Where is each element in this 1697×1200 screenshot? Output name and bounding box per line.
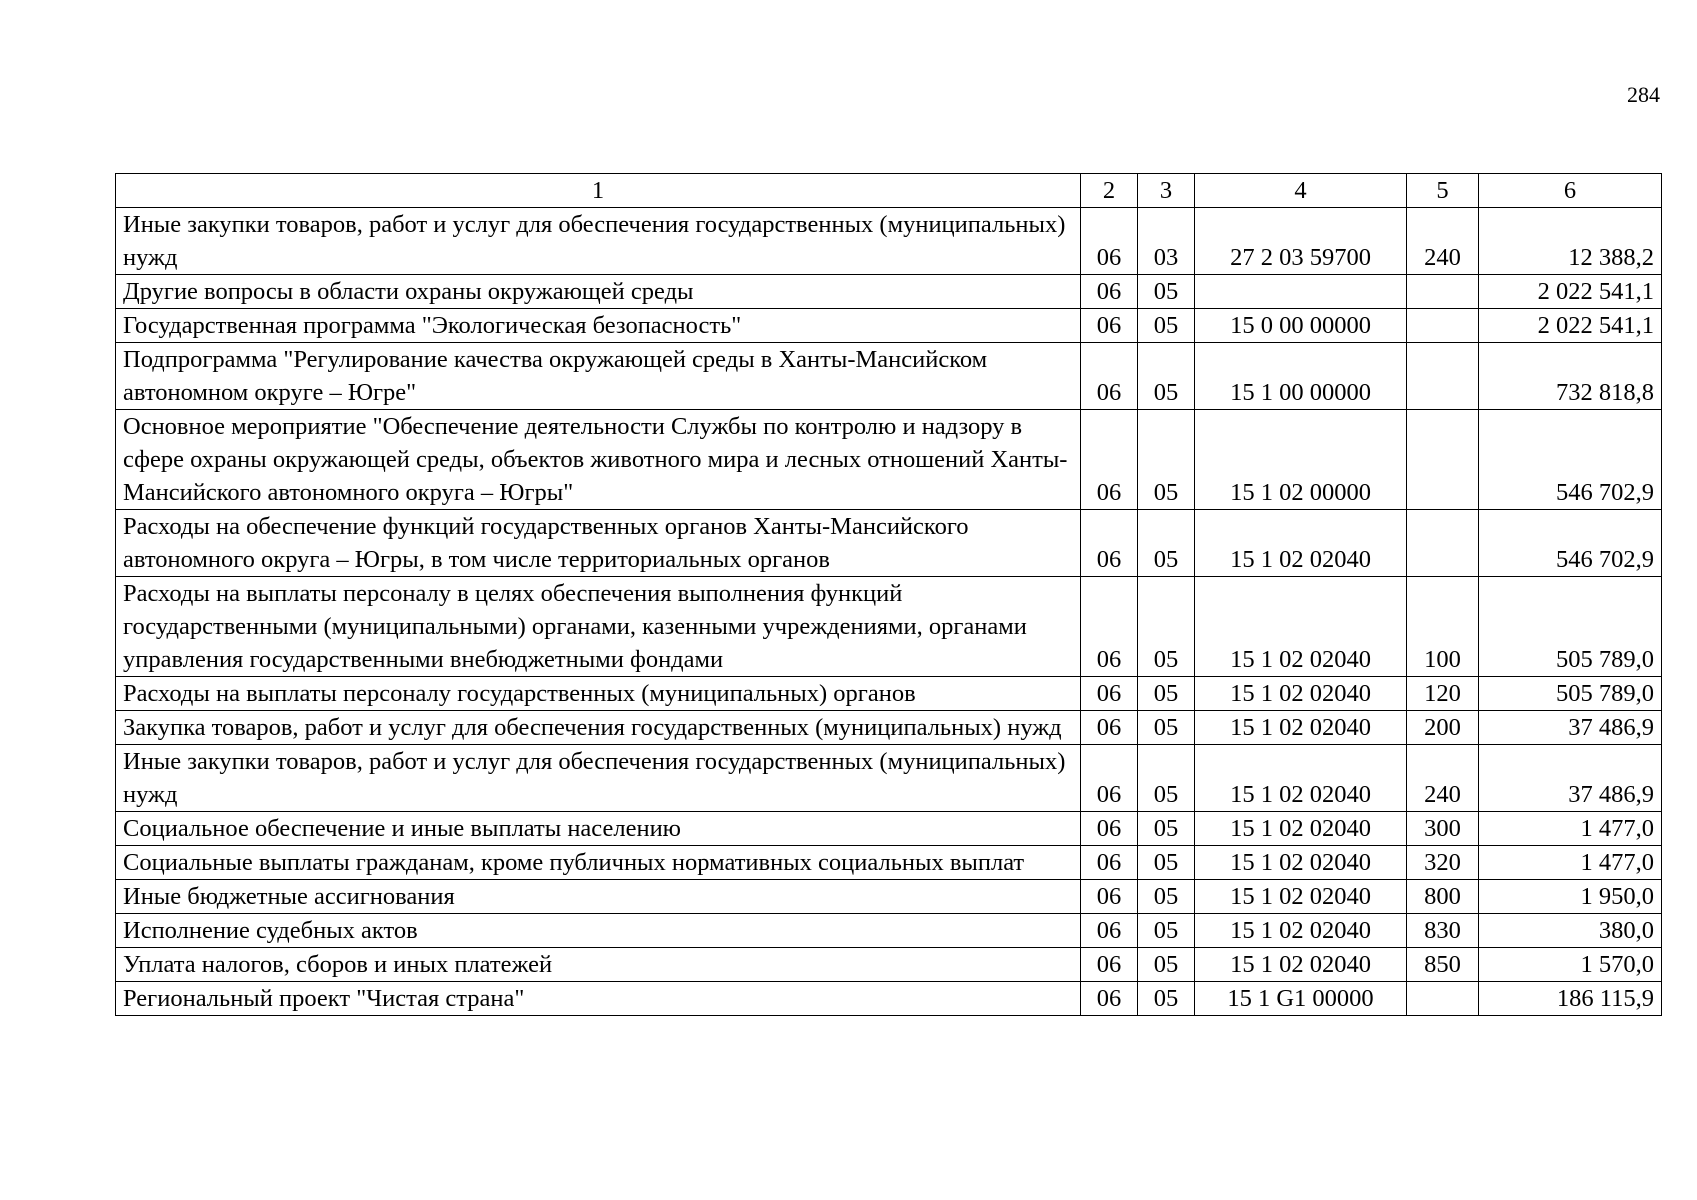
expense-name-cell: Региональный проект "Чистая страна": [116, 982, 1081, 1016]
table-row: [116, 948, 1662, 982]
expense-name-cell: Уплата налогов, сборов и иных платежей: [116, 948, 1081, 982]
expense-name-cell: Подпрограмма "Регулирование качества окружающей среды в Ханты-Мансийском автономном округе – Югре": [116, 343, 1081, 410]
amount-cell: 37 486,9: [1479, 711, 1662, 745]
section-code-cell: 06: [1081, 948, 1138, 982]
expense-type-code-cell: 320: [1407, 846, 1479, 880]
amount-cell: 546 702,9: [1479, 410, 1662, 510]
table-row: [116, 510, 1662, 577]
column-header: 3: [1138, 174, 1195, 208]
subsection-code-cell: 03: [1138, 208, 1195, 275]
subsection-code-cell: 05: [1138, 410, 1195, 510]
subsection-code-cell: 05: [1138, 812, 1195, 846]
target-item-code-cell: [1195, 275, 1407, 309]
expense-name-cell: Государственная программа "Экологическая безопасность": [116, 309, 1081, 343]
target-item-code-cell: 15 1 02 02040: [1195, 812, 1407, 846]
section-code-cell: 06: [1081, 812, 1138, 846]
table-row: [116, 410, 1662, 510]
subsection-code-cell: 05: [1138, 343, 1195, 410]
expense-name-cell: Основное мероприятие "Обеспечение деятельности Службы по контролю и надзору в сфере охраны окружающей среды, объектов животного мира и лесных отношений Ханты-Мансийского автономного округа – Югры": [116, 410, 1081, 510]
target-item-code-cell: 15 1 02 02040: [1195, 846, 1407, 880]
amount-cell: 12 388,2: [1479, 208, 1662, 275]
expense-type-code-cell: 800: [1407, 880, 1479, 914]
amount-cell: 2 022 541,1: [1479, 275, 1662, 309]
target-item-code-cell: 15 0 00 00000: [1195, 309, 1407, 343]
section-code-cell: 06: [1081, 711, 1138, 745]
expense-type-code-cell: [1407, 982, 1479, 1016]
amount-cell: 505 789,0: [1479, 677, 1662, 711]
budget-table: [115, 173, 1662, 1016]
target-item-code-cell: 15 1 00 00000: [1195, 343, 1407, 410]
amount-cell: 505 789,0: [1479, 577, 1662, 677]
expense-type-code-cell: 100: [1407, 577, 1479, 677]
section-code-cell: 06: [1081, 510, 1138, 577]
table-row: [116, 880, 1662, 914]
expense-type-code-cell: [1407, 510, 1479, 577]
column-header: 5: [1407, 174, 1479, 208]
amount-cell: 186 115,9: [1479, 982, 1662, 1016]
table-row: [116, 309, 1662, 343]
expense-name-cell: Расходы на обеспечение функций государственных органов Ханты-Мансийского автономного округа – Югры, в том числе территориальных органов: [116, 510, 1081, 577]
target-item-code-cell: 15 1 02 02040: [1195, 745, 1407, 812]
subsection-code-cell: 05: [1138, 577, 1195, 677]
amount-cell: 2 022 541,1: [1479, 309, 1662, 343]
target-item-code-cell: 15 1 02 02040: [1195, 510, 1407, 577]
expense-type-code-cell: [1407, 410, 1479, 510]
section-code-cell: 06: [1081, 343, 1138, 410]
expense-type-code-cell: 120: [1407, 677, 1479, 711]
column-header: 1: [116, 174, 1081, 208]
expense-name-cell: Закупка товаров, работ и услуг для обеспечения государственных (муниципальных) нужд: [116, 711, 1081, 745]
target-item-code-cell: 15 1 G1 00000: [1195, 982, 1407, 1016]
section-code-cell: 06: [1081, 880, 1138, 914]
target-item-code-cell: 15 1 02 02040: [1195, 948, 1407, 982]
subsection-code-cell: 05: [1138, 745, 1195, 812]
column-header: 6: [1479, 174, 1662, 208]
table-body: [116, 208, 1662, 1016]
section-code-cell: 06: [1081, 914, 1138, 948]
expense-type-code-cell: 830: [1407, 914, 1479, 948]
table-row: [116, 914, 1662, 948]
amount-cell: 732 818,8: [1479, 343, 1662, 410]
amount-cell: 1 570,0: [1479, 948, 1662, 982]
expense-type-code-cell: 240: [1407, 745, 1479, 812]
subsection-code-cell: 05: [1138, 510, 1195, 577]
expense-name-cell: Иные закупки товаров, работ и услуг для обеспечения государственных (муниципальных) нужд: [116, 208, 1081, 275]
expense-type-code-cell: [1407, 309, 1479, 343]
section-code-cell: 06: [1081, 677, 1138, 711]
expense-name-cell: Расходы на выплаты персоналу в целях обеспечения выполнения функций государственными (муниципальными) органами, казенными учреждениями, органами управления государственными внебюджетными фондами: [116, 577, 1081, 677]
expense-name-cell: Другие вопросы в области охраны окружающей среды: [116, 275, 1081, 309]
section-code-cell: 06: [1081, 309, 1138, 343]
table-row: [116, 677, 1662, 711]
table-row: [116, 846, 1662, 880]
target-item-code-cell: 27 2 03 59700: [1195, 208, 1407, 275]
target-item-code-cell: 15 1 02 00000: [1195, 410, 1407, 510]
subsection-code-cell: 05: [1138, 309, 1195, 343]
amount-cell: 380,0: [1479, 914, 1662, 948]
target-item-code-cell: 15 1 02 02040: [1195, 880, 1407, 914]
table-row: [116, 812, 1662, 846]
subsection-code-cell: 05: [1138, 914, 1195, 948]
expense-name-cell: Исполнение судебных актов: [116, 914, 1081, 948]
table-row: [116, 343, 1662, 410]
amount-cell: 1 950,0: [1479, 880, 1662, 914]
subsection-code-cell: 05: [1138, 846, 1195, 880]
amount-cell: 37 486,9: [1479, 745, 1662, 812]
section-code-cell: 06: [1081, 745, 1138, 812]
subsection-code-cell: 05: [1138, 982, 1195, 1016]
subsection-code-cell: 05: [1138, 275, 1195, 309]
section-code-cell: 06: [1081, 208, 1138, 275]
expense-type-code-cell: [1407, 343, 1479, 410]
subsection-code-cell: 05: [1138, 711, 1195, 745]
expense-name-cell: Социальное обеспечение и иные выплаты населению: [116, 812, 1081, 846]
table-row: [116, 577, 1662, 677]
subsection-code-cell: 05: [1138, 880, 1195, 914]
table-row: [116, 275, 1662, 309]
table-row: [116, 208, 1662, 275]
expense-type-code-cell: 200: [1407, 711, 1479, 745]
amount-cell: 546 702,9: [1479, 510, 1662, 577]
target-item-code-cell: 15 1 02 02040: [1195, 577, 1407, 677]
table-header-row: [116, 174, 1662, 208]
expense-name-cell: Расходы на выплаты персоналу государственных (муниципальных) органов: [116, 677, 1081, 711]
expense-type-code-cell: 240: [1407, 208, 1479, 275]
expense-name-cell: Социальные выплаты гражданам, кроме публичных нормативных социальных выплат: [116, 846, 1081, 880]
page-number: 284: [1627, 82, 1660, 107]
table-row: [116, 982, 1662, 1016]
section-code-cell: 06: [1081, 410, 1138, 510]
amount-cell: 1 477,0: [1479, 812, 1662, 846]
expense-type-code-cell: [1407, 275, 1479, 309]
expense-name-cell: Иные закупки товаров, работ и услуг для обеспечения государственных (муниципальных) нужд: [116, 745, 1081, 812]
section-code-cell: 06: [1081, 577, 1138, 677]
section-code-cell: 06: [1081, 982, 1138, 1016]
table-row: [116, 711, 1662, 745]
target-item-code-cell: 15 1 02 02040: [1195, 914, 1407, 948]
table-row: [116, 745, 1662, 812]
subsection-code-cell: 05: [1138, 677, 1195, 711]
expense-type-code-cell: 850: [1407, 948, 1479, 982]
subsection-code-cell: 05: [1138, 948, 1195, 982]
section-code-cell: 06: [1081, 846, 1138, 880]
column-header: 4: [1195, 174, 1407, 208]
column-header: 2: [1081, 174, 1138, 208]
section-code-cell: 06: [1081, 275, 1138, 309]
amount-cell: 1 477,0: [1479, 846, 1662, 880]
expense-name-cell: Иные бюджетные ассигнования: [116, 880, 1081, 914]
target-item-code-cell: 15 1 02 02040: [1195, 677, 1407, 711]
target-item-code-cell: 15 1 02 02040: [1195, 711, 1407, 745]
expense-type-code-cell: 300: [1407, 812, 1479, 846]
